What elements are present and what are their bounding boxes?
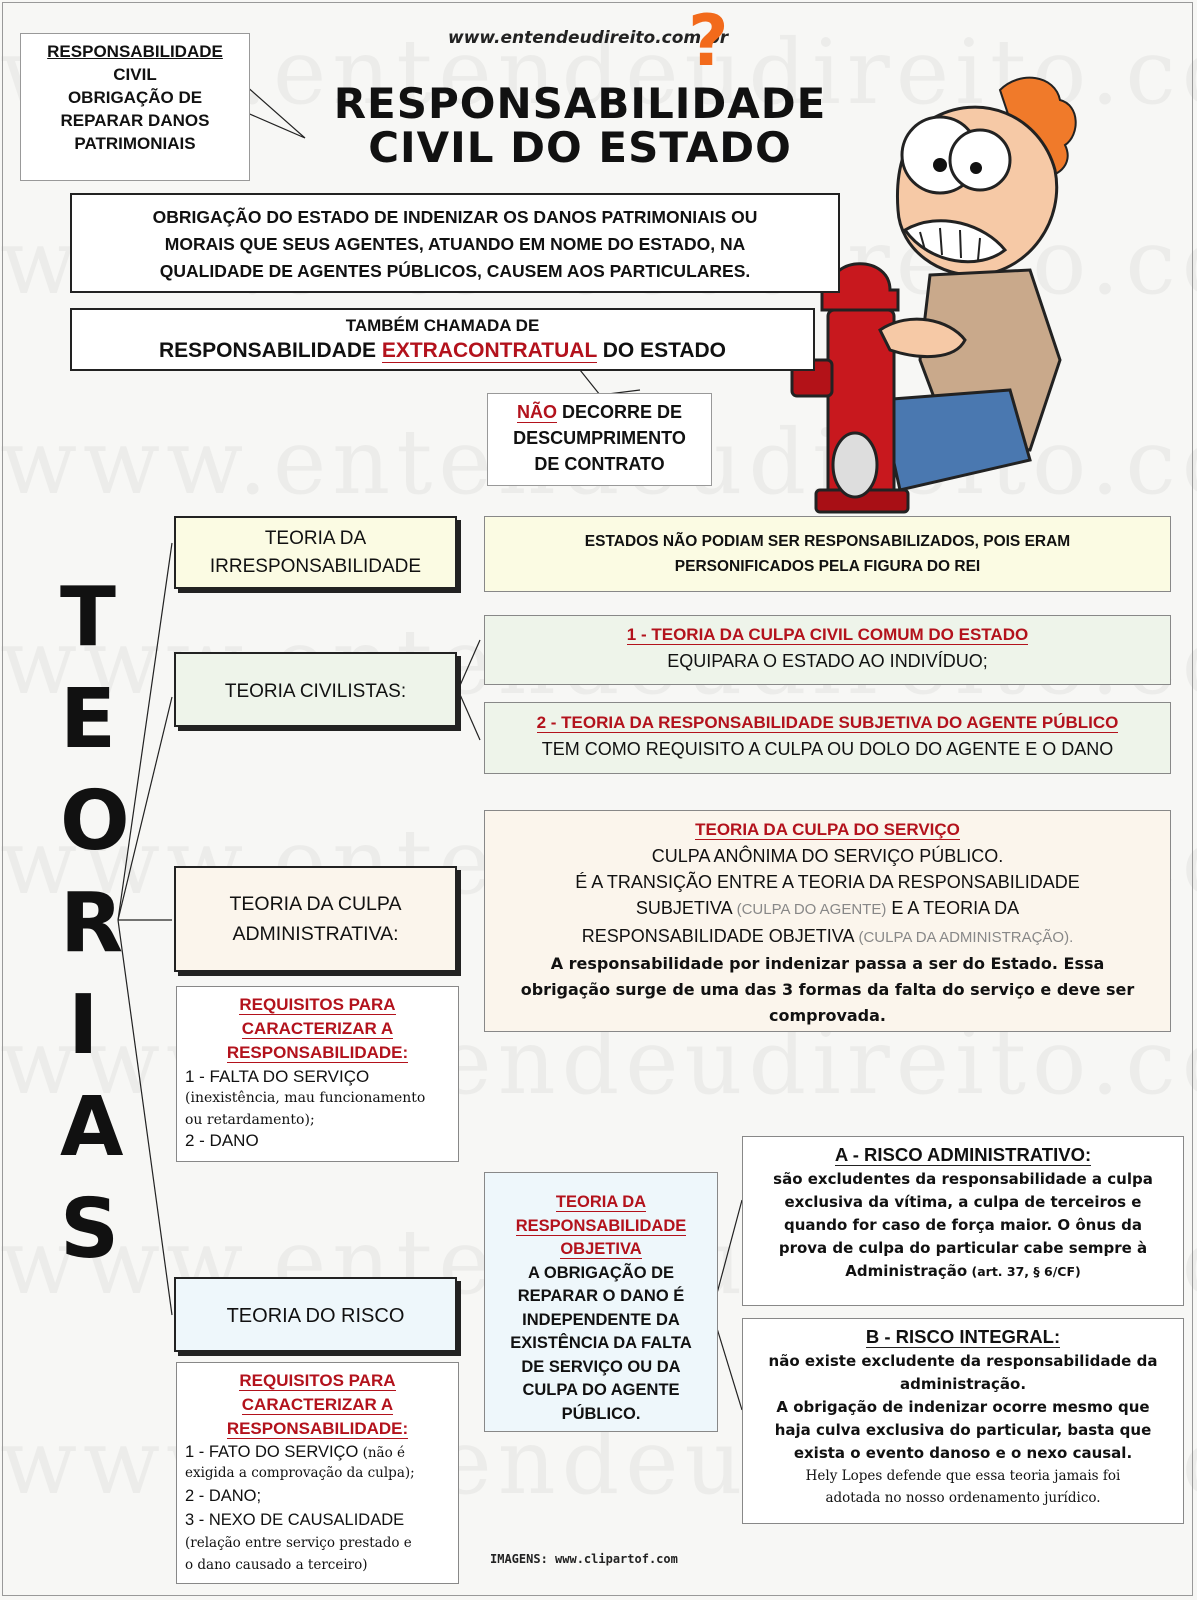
obligation-line: MORAIS QUE SEUS AGENTES, ATUANDO EM NOME DO ESTADO, NA <box>164 234 746 254</box>
title-line-1: RESPONSABILIDADE <box>333 79 827 128</box>
jeans-shape <box>880 390 1030 490</box>
risco-integral-box <box>742 1318 1184 1524</box>
risco-objetiva-title <box>485 1238 717 1262</box>
risco-label-text: TEORIA DO RISCO <box>226 1305 405 1327</box>
page-title <box>300 79 860 172</box>
culpa-servico-text: E A TEORIA DA <box>886 898 1020 918</box>
culpa-servico-line: CULPA ANÔNIMA DO SERVIÇO PÚBLICO. <box>651 846 1004 866</box>
risco-administrativo-ref: (art. 37, § 6/CF) <box>967 1264 1081 1279</box>
risco-objetiva-line: A OBRIGAÇÃO DE <box>527 1263 675 1282</box>
risco-administrativo-line <box>743 1260 1183 1283</box>
risco-objetiva-title-line: OBJETIVA <box>560 1240 642 1258</box>
culpa-servico-line <box>485 895 1170 923</box>
connector-civil-2 <box>458 690 480 740</box>
risco-integral-line: não existe excludente da responsabilidade da <box>768 1352 1158 1370</box>
definition-line: REPARAR DANOS <box>60 111 210 130</box>
culpa-servico-text: SUBJETIVA <box>635 898 737 918</box>
civilistas-item-2-title: 2 - TEORIA DA RESPONSABILIDADE SUBJETIVA DO AGENTE PÚBLICO <box>536 713 1119 732</box>
pupil-left <box>933 158 947 172</box>
title-line-2: CIVIL DO ESTADO <box>368 123 792 172</box>
obligation-line: OBRIGAÇÃO DO ESTADO DE INDENIZAR OS DANOS PATRIMONIAIS OU <box>152 207 758 227</box>
risco-objetiva-line: EXISTÊNCIA DA FALTA <box>510 1334 692 1352</box>
risco-administrativo-line: são excludentes da responsabilidade a culpa <box>773 1170 1153 1188</box>
irresponsabilidade-desc-line: ESTADOS NÃO PODIAM SER RESPONSABILIZADOS, POIS ERAM <box>584 533 1071 550</box>
teorias-letter: A <box>60 1080 124 1175</box>
question-mark-icon: ? <box>688 0 729 82</box>
risco-objetiva-title <box>485 1215 717 1239</box>
teorias-letter: E <box>60 672 117 767</box>
culpa-adm-label-line: TEORIA DA CULPA <box>229 893 402 915</box>
risco-integral-note: Hely Lopes defende que essa teoria jamais foi <box>805 1468 1121 1484</box>
requirement-detail: ou retardamento); <box>185 1112 315 1128</box>
also-called-suffix: DO ESTADO <box>596 339 727 362</box>
risco-administrativo-line: quando for caso de força maior. O ônus da <box>783 1216 1143 1234</box>
teorias-letter: O <box>60 774 130 869</box>
teorias-letter: R <box>60 876 124 971</box>
culpa-servico-note: (CULPA DA ADMINISTRAÇÃO). <box>858 929 1074 946</box>
culpa-servico-title: TEORIA DA CULPA DO SERVIÇO <box>695 820 960 839</box>
irresponsabilidade-label <box>174 516 457 589</box>
risco-administrativo-text: Administração <box>845 1262 968 1280</box>
culpa-servico-line: A responsabilidade por indenizar passa a ser do Estado. Essa <box>550 954 1105 973</box>
speech-pointer-2 <box>580 370 640 395</box>
shoe-shape <box>833 433 877 497</box>
image-credits: IMAGENS: www.clipartof.com <box>490 1552 678 1566</box>
risco-label <box>174 1277 457 1352</box>
culpa-servico-line: comprovada. <box>768 1006 887 1025</box>
also-called-prefix: RESPONSABILIDADE <box>158 339 382 362</box>
not-contract-line: DE CONTRATO <box>534 454 665 474</box>
obligation-line: QUALIDADE DE AGENTES PÚBLICOS, CAUSEM AOS PARTICULARES. <box>159 261 751 281</box>
risco-administrativo-title: A - RISCO ADMINISTRATIVO: <box>834 1144 1092 1165</box>
culpa-servico-note: (CULPA DO AGENTE) <box>736 901 887 918</box>
requirement-item: 2 - DANO; <box>185 1487 262 1505</box>
requirements-heading <box>185 1369 450 1441</box>
not-contract-rest: DECORRE DE <box>556 402 682 422</box>
risco-integral-line: exista o evento danoso e o nexo causal. <box>793 1444 1133 1462</box>
requirement-item: 2 - DANO <box>185 1131 259 1150</box>
connector-risco <box>118 920 172 1315</box>
requirements-heading-line: REQUISITOS PARA <box>239 995 396 1014</box>
risco-administrativo-title-wrap <box>743 1141 1183 1168</box>
requirement-note: (não é <box>358 1445 406 1461</box>
risco-integral-title-wrap <box>743 1323 1183 1350</box>
also-called-term <box>72 339 813 363</box>
risco-objetiva-line: INDEPENDENTE DA <box>522 1310 680 1329</box>
irresponsabilidade-label-line: IRRESPONSABILIDADE <box>209 556 422 577</box>
definition-line: CIVIL <box>113 65 157 84</box>
risco-objetiva-line: DE SERVIÇO OU DA <box>521 1357 681 1376</box>
risco-integral-line: haja culva exclusiva do particular, basta que <box>774 1421 1152 1439</box>
risco-requirements <box>176 1362 459 1584</box>
civilistas-item-2 <box>484 702 1171 774</box>
not-contract-line <box>488 399 711 425</box>
irresponsabilidade-label-line: TEORIA DA <box>264 528 367 549</box>
risco-integral-title: B - RISCO INTEGRAL: <box>865 1326 1061 1347</box>
requirement-item <box>185 1443 450 1462</box>
also-called-highlight: EXTRACONTRATUAL <box>381 339 597 362</box>
risco-administrativo-line: prova de culpa do particular cabe sempre à <box>778 1239 1148 1257</box>
culpa-adm-label <box>174 866 457 972</box>
risco-administrativo-box <box>742 1136 1184 1306</box>
civilistas-label-text: TEORIA CIVILISTAS: <box>224 681 407 702</box>
requirement-text: 1 - FATO DO SERVIÇO <box>185 1443 359 1461</box>
civilistas-item-2-title-wrap <box>485 709 1170 736</box>
requirements-heading-line: CARACTERIZAR A <box>241 1395 394 1414</box>
civilistas-label <box>174 652 457 727</box>
not-contract-highlight: NÃO <box>516 402 557 422</box>
teorias-letter: T <box>60 570 116 665</box>
risco-objetiva-line: PÚBLICO. <box>561 1404 641 1423</box>
teorias-letter: S <box>60 1182 120 1277</box>
risco-objetiva-box <box>484 1172 718 1432</box>
not-contract-line: DESCUMPRIMENTO <box>513 428 686 448</box>
risco-integral-line: A obrigação de indenizar ocorre mesmo que <box>776 1398 1150 1416</box>
eye-right <box>950 130 1010 190</box>
site-url[interactable]: www.entendeudireito.com.br <box>448 28 729 48</box>
requirement-detail: (inexistência, mau funcionamento <box>185 1090 426 1106</box>
requirements-heading-line: REQUISITOS PARA <box>239 1371 396 1390</box>
civilistas-item-1-desc: EQUIPARA O ESTADO AO INDIVÍDUO; <box>667 651 988 671</box>
civilistas-item-1-title: 1 - TEORIA DA CULPA CIVIL COMUM DO ESTADO <box>626 625 1029 644</box>
culpa-adm-requirements <box>176 986 459 1162</box>
risco-objetiva-title <box>485 1191 717 1215</box>
risco-objetiva-line: REPARAR O DANO É <box>517 1287 685 1305</box>
culpa-adm-label-line: ADMINISTRATIVA: <box>232 923 399 945</box>
risco-objetiva-title-line: TEORIA DA <box>555 1193 647 1211</box>
civilistas-item-1-title-wrap <box>485 621 1170 648</box>
pupil-right <box>970 162 982 174</box>
speech-pointer <box>245 85 305 138</box>
risco-objetiva-title-line: RESPONSABILIDADE <box>515 1216 687 1235</box>
civilistas-item-2-desc: TEM COMO REQUISITO A CULPA OU DOLO DO AGENTE E O DANO <box>541 739 1114 759</box>
also-called-intro: TAMBÉM CHAMADA DE <box>345 316 540 335</box>
civilistas-item-1 <box>484 615 1171 685</box>
obligation-box <box>70 193 840 293</box>
requirement-item: 3 - NEXO DE CAUSALIDADE <box>185 1511 405 1529</box>
definition-box <box>20 33 250 181</box>
irresponsabilidade-desc-line: PERSONIFICADOS PELA FIGURA DO REI <box>674 558 981 575</box>
culpa-servico-line <box>485 923 1170 951</box>
culpa-servico-line: É A TRANSIÇÃO ENTRE A TEORIA DA RESPONSABILIDADE <box>575 872 1080 892</box>
not-contract-box <box>487 393 712 486</box>
culpa-servico-box <box>484 810 1171 1032</box>
requirements-heading-line: CARACTERIZAR A <box>241 1019 394 1038</box>
risco-objetiva-line: CULPA DO AGENTE <box>522 1381 680 1399</box>
risco-integral-note: adotada no nosso ordenamento jurídico. <box>825 1490 1101 1506</box>
irresponsabilidade-desc <box>484 516 1171 592</box>
also-called-box <box>70 308 815 371</box>
culpa-servico-text: RESPONSABILIDADE OBJETIVA <box>581 926 859 946</box>
connector-civil-1 <box>458 640 480 690</box>
requirements-heading-line: RESPONSABILIDADE: <box>226 1419 409 1438</box>
risco-integral-line: administração. <box>899 1375 1027 1393</box>
culpa-servico-line: obrigação surge de uma das 3 formas da falta do serviço e deve ser <box>520 980 1135 999</box>
requirement-detail: o dano causado a terceiro) <box>185 1557 368 1573</box>
requirement-item: 1 - FALTA DO SERVIÇO <box>185 1067 370 1086</box>
definition-line: PATRIMONIAIS <box>74 134 196 153</box>
culpa-servico-title-wrap <box>485 817 1170 843</box>
definition-line: OBRIGAÇÃO DE <box>67 88 203 107</box>
teorias-letter: I <box>68 978 99 1073</box>
requirements-heading <box>185 993 450 1065</box>
requirements-heading-line: RESPONSABILIDADE: <box>226 1043 409 1062</box>
requirement-detail: exigida a comprovação da culpa); <box>185 1465 415 1481</box>
definition-line: RESPONSABILIDADE <box>47 42 223 61</box>
requirement-detail: (relação entre serviço prestado e <box>185 1535 412 1551</box>
risco-administrativo-line: exclusiva da vítima, a culpa de terceiros e <box>784 1193 1142 1211</box>
